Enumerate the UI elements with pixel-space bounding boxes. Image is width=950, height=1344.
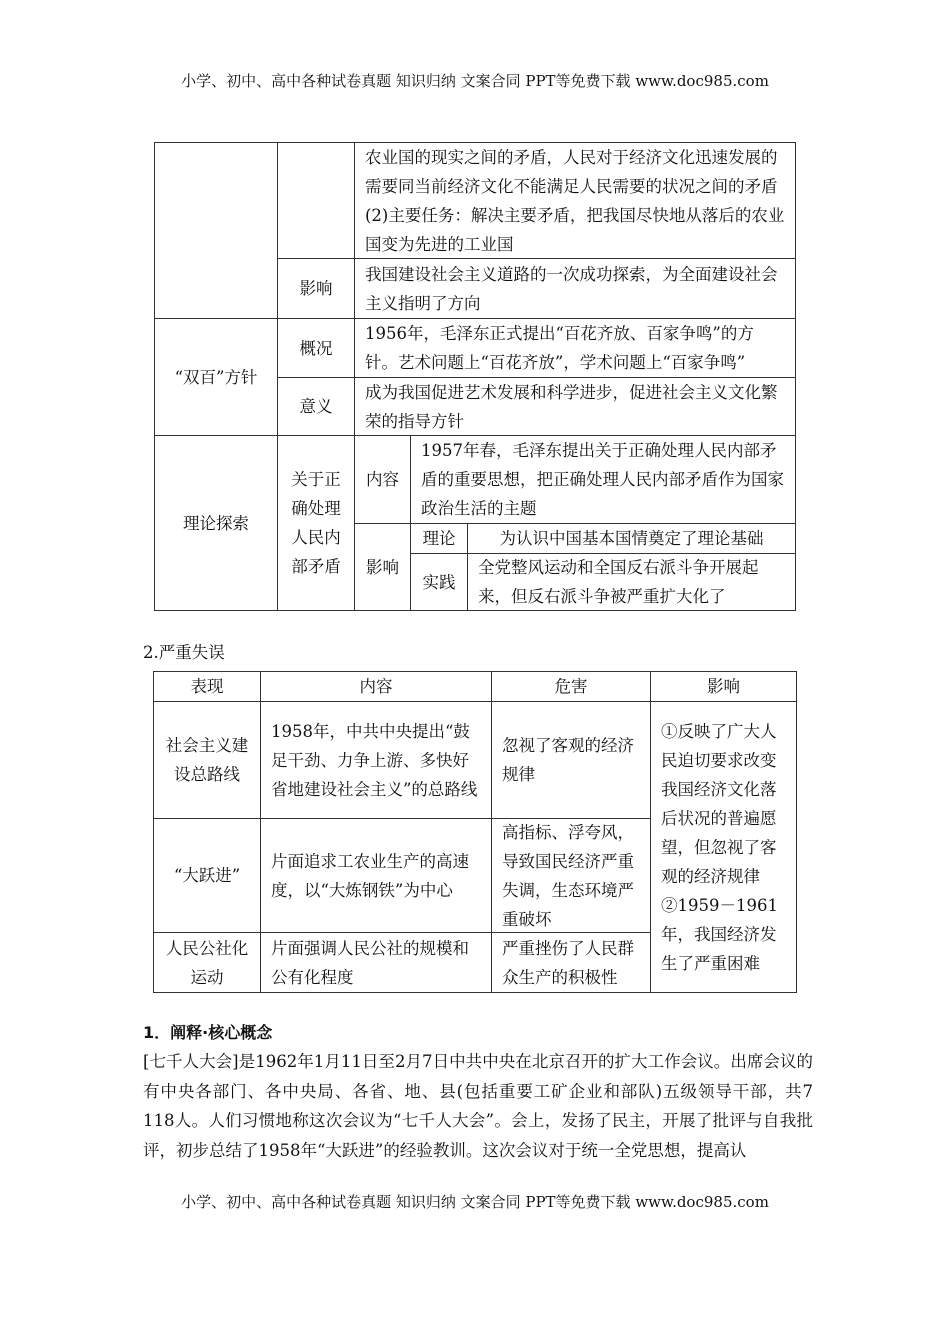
table-cell: 我国建设社会主义道路的一次成功探索，为全面建设社会主义指明了方向	[354, 258, 796, 319]
table-cell: 片面强调人民公社的规模和公有化程度	[260, 932, 492, 993]
page-footer: 小学、初中、高中各种试卷真题 知识归纳 文案合同 PPT等免费下载 www.doc985.com	[181, 1193, 769, 1211]
table-header: 表现	[153, 671, 261, 702]
table-cell: 全党整风运动和全国反右派斗争开展起来，但反右派斗争被严重扩大化了	[467, 553, 796, 611]
table-cell: 1956年，毛泽东正式提出“百花齐放、百家争鸣”的方针。艺术问题上“百花齐放”，学术问题上“百家争鸣”	[354, 318, 796, 378]
concept-title: 1．阐释·核心概念	[143, 1023, 273, 1042]
concept-paragraph: [七千人大会]是1962年1月11日至2月7日中共中央在北京召开的扩大工作会议。出席会议的有中央各部门、各中央局、各省、地、县(包括重要工矿企业和部队)五级领导干部，共7 118人。人们习惯地称这次会议为“七千人大会”。会上，发扬了民主，开展了批评与自我批评，初步总结了1958年“大跃进”的经验教训。这次会议对于统一全党思想，提高认	[143, 1052, 813, 1160]
table-cell	[277, 142, 355, 259]
table-cell: 成为我国促进艺术发展和科学进步，促进社会主义文化繁荣的指导方针	[354, 377, 796, 436]
table-cell: 人民公社化运动	[153, 932, 261, 993]
table-cell	[154, 142, 278, 319]
page-header: 小学、初中、高中各种试卷真题 知识归纳 文案合同 PPT等免费下载 www.doc985.com	[181, 72, 769, 90]
table-cell: 忽视了客观的经济规律	[491, 701, 651, 819]
table-cell: 社会主义建设总路线	[153, 701, 261, 819]
table-cell: 关于正确处理人民内部矛盾	[277, 435, 355, 611]
table-cell: “双百”方针	[154, 318, 278, 436]
table-cell: 农业国的现实之间的矛盾，人民对于经济文化迅速发展的需要同当前经济文化不能满足人民需要的状况之间的矛盾(2)主要任务：解决主要矛盾，把我国尽快地从落后的农业国变为先进的工业国	[354, 142, 796, 259]
table-header: 内容	[260, 671, 492, 702]
table-cell: 影响	[277, 258, 355, 319]
table-cell: 理论	[410, 523, 468, 554]
table-cell: 概况	[277, 318, 355, 378]
table-cell: 为认识中国基本国情奠定了理论基础	[467, 523, 796, 554]
section-title: 2.严重失误	[143, 643, 225, 662]
table-cell: 高指标、浮夸风，导致国民经济严重失调，生态环境严重破坏	[491, 818, 651, 933]
table-cell: 实践	[410, 553, 468, 611]
table-cell: 意义	[277, 377, 355, 436]
table-cell: 影响	[354, 523, 411, 611]
table-cell: 片面追求工农业生产的高速度，以“大炼钢铁”为中心	[260, 818, 492, 933]
table-cell: 严重挫伤了人民群众生产的积极性	[491, 932, 651, 993]
table-cell: 理论探索	[154, 435, 278, 611]
table-cell: “大跃进”	[153, 818, 261, 933]
table-cell: 1957年春，毛泽东提出关于正确处理人民内部矛盾的重要思想，把正确处理人民内部矛盾作为国家政治生活的主题	[410, 435, 796, 524]
table-cell: ①反映了广大人民迫切要求改变我国经济文化落后状况的普遍愿望，但忽视了客观的经济规律②1959－1961年，我国经济发生了严重困难	[650, 701, 797, 993]
table-cell: 内容	[354, 435, 411, 524]
table-header: 危害	[491, 671, 651, 702]
table-cell: 1958年，中共中央提出“鼓足干劲、力争上游、多快好省地建设社会主义”的总路线	[260, 701, 492, 819]
table-header: 影响	[650, 671, 797, 702]
